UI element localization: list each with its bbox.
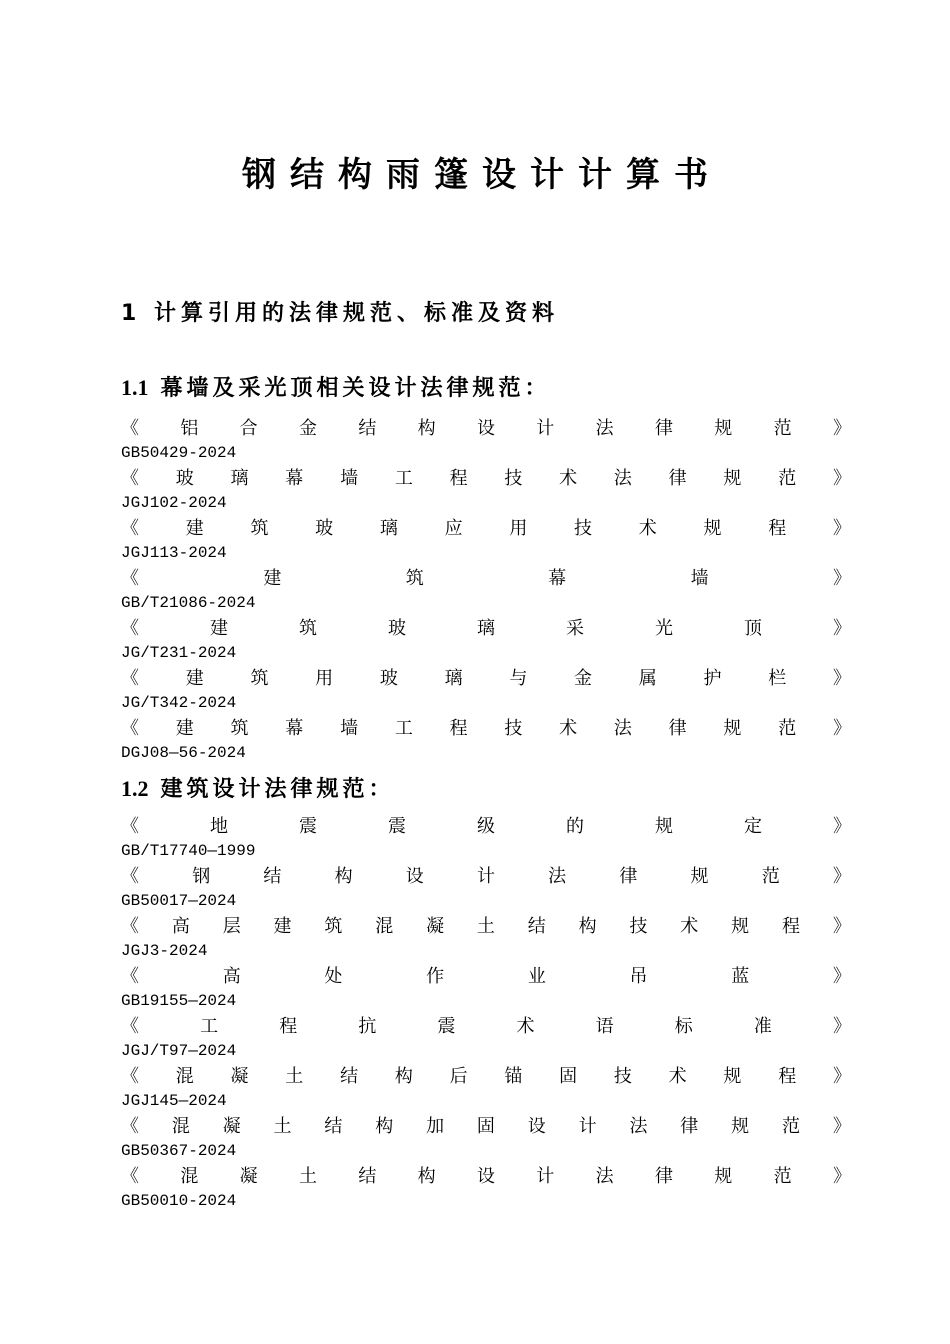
subsection-number: 1.1 — [121, 375, 149, 400]
reference-code: JGJ3-2024 — [121, 942, 208, 960]
reference-item — [121, 1014, 851, 1064]
document-title: 钢结构雨篷设计计算书 — [242, 155, 722, 195]
reference-item — [121, 814, 851, 864]
reference-title: 《 建 筑 幕 墙 》 — [121, 568, 851, 589]
reference-item — [121, 466, 851, 516]
reference-code: JGJ/T97—2024 — [121, 1042, 237, 1060]
reference-code: GB/T21086-2024 — [121, 594, 256, 612]
reference-code: GB50429-2024 — [121, 444, 237, 462]
reference-item — [121, 1114, 851, 1164]
reference-list-1-1 — [121, 416, 851, 766]
reference-title: 《 混 凝 土 结 构 后 锚 固 技 术 规 程 》 — [121, 1066, 851, 1087]
reference-code: GB50367-2024 — [121, 1142, 237, 1160]
reference-title: 《 建 筑 玻 璃 采 光 顶 》 — [121, 618, 851, 639]
reference-item — [121, 616, 851, 666]
reference-list-1-2 — [121, 814, 851, 1214]
reference-item — [121, 716, 851, 766]
reference-code: JGJ145—2024 — [121, 1092, 227, 1110]
reference-item — [121, 914, 851, 964]
reference-code: JG/T231-2024 — [121, 644, 237, 662]
subsection-heading-1-2 — [121, 773, 395, 806]
reference-item — [121, 416, 851, 466]
reference-code: GB/T17740—1999 — [121, 842, 256, 860]
reference-title: 《 混 凝 土 结 构 加 固 设 计 法 律 规 范 》 — [121, 1116, 851, 1137]
reference-title: 《 建 筑 幕 墙 工 程 技 术 法 律 规 范 》 — [121, 718, 851, 739]
reference-code: GB50017—2024 — [121, 892, 237, 910]
reference-code: JGJ113-2024 — [121, 544, 227, 562]
reference-item — [121, 516, 851, 566]
subsection-title: 幕墙及采光顶相关设计法律规范： — [160, 376, 551, 401]
reference-code: DGJ08—56-2024 — [121, 744, 246, 762]
reference-item — [121, 1064, 851, 1114]
reference-title: 《 玻 璃 幕 墙 工 程 技 术 法 律 规 范 》 — [121, 468, 851, 489]
reference-code: JGJ102-2024 — [121, 494, 227, 512]
reference-item — [121, 666, 851, 716]
reference-item — [121, 964, 851, 1014]
subsection-number: 1.2 — [121, 776, 149, 801]
reference-title: 《 混 凝 土 结 构 设 计 法 律 规 范 》 — [121, 1166, 851, 1187]
reference-item — [121, 566, 851, 616]
reference-title: 《 高 层 建 筑 混 凝 土 结 构 技 术 规 程 》 — [121, 916, 851, 937]
reference-title: 《 钢 结 构 设 计 法 律 规 范 》 — [121, 866, 851, 887]
reference-code: GB50010-2024 — [121, 1192, 237, 1210]
section-heading: 1 计算引用的法律规范、标准及资料 — [121, 301, 559, 326]
subsection-heading-1-1 — [121, 372, 551, 405]
reference-item — [121, 864, 851, 914]
reference-title: 《 高 处 作 业 吊 蓝 》 — [121, 966, 851, 987]
subsection-title: 建筑设计法律规范： — [160, 777, 395, 802]
reference-title: 《 建 筑 玻 璃 应 用 技 术 规 程 》 — [121, 518, 851, 539]
reference-title: 《 工 程 抗 震 术 语 标 准 》 — [121, 1016, 851, 1037]
reference-code: GB19155—2024 — [121, 992, 237, 1010]
reference-code: JG/T342-2024 — [121, 694, 237, 712]
reference-title: 《 铝 合 金 结 构 设 计 法 律 规 范 》 — [121, 418, 851, 439]
reference-item — [121, 1164, 851, 1214]
reference-title: 《 建 筑 用 玻 璃 与 金 属 护 栏 》 — [121, 668, 851, 689]
reference-title: 《 地 震 震 级 的 规 定 》 — [121, 816, 851, 837]
